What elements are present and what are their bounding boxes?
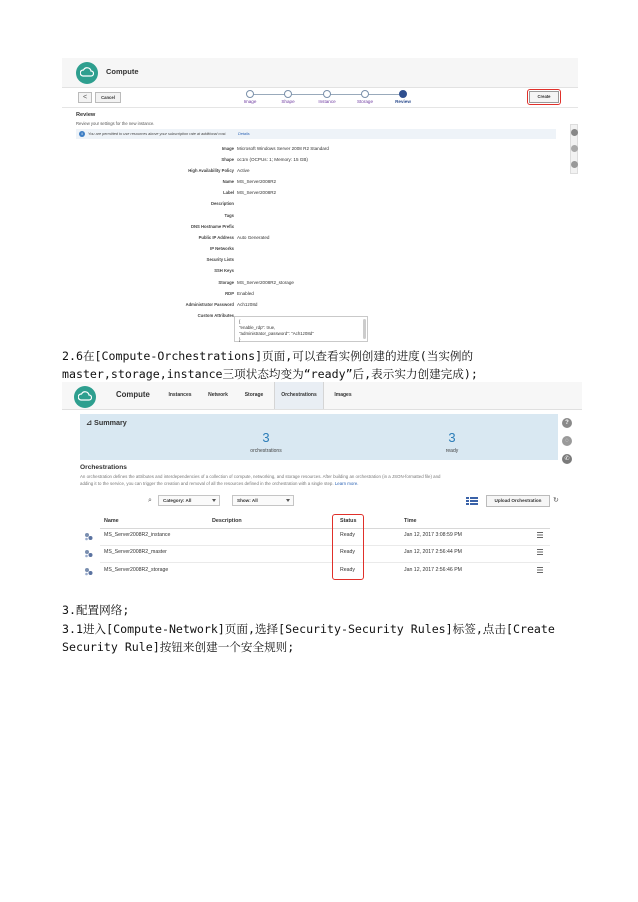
- caption-step-3: 3.配置网络;: [62, 603, 130, 617]
- review-field-label: Storage: [218, 280, 234, 285]
- caption-step-3-1-line2: Security Rule]按钮来创建一个安全规则;: [62, 640, 295, 654]
- review-field-label: Name: [222, 179, 234, 184]
- train-step-storage[interactable]: [361, 90, 369, 98]
- highlight-box: [332, 514, 364, 580]
- review-field-label: Description: [210, 201, 234, 206]
- summary-title: ⊿ Summary: [86, 418, 127, 427]
- review-field-label: Security Lists: [206, 257, 234, 262]
- review-field-label: Image: [221, 146, 234, 151]
- row-divider: [100, 562, 550, 563]
- column-header-name[interactable]: Name: [104, 518, 119, 524]
- review-field-label: High Availability Policy: [188, 168, 234, 173]
- review-field-label: IP Networks: [210, 246, 234, 251]
- caption-step-2-6-line2: master,storage,instance三项状态均变为“ready”后,表示实力创建完成);: [62, 367, 478, 381]
- review-field-value: Microsoft Windows Server 2008 R2 Standard: [237, 145, 329, 151]
- train-label: Instance: [318, 99, 336, 104]
- chevron-down-icon: [212, 499, 216, 502]
- info-banner: [76, 129, 556, 139]
- phone-icon[interactable]: ✆: [562, 454, 572, 464]
- review-field-value: MS_Server2008R2: [237, 189, 277, 195]
- chevron-down-icon: [286, 499, 290, 502]
- show-dropdown[interactable]: [232, 495, 294, 506]
- tab-images[interactable]: Images: [334, 392, 352, 398]
- review-subtitle: Review your settings for the new instance.: [76, 121, 155, 126]
- cloud-logo-icon: [74, 386, 96, 408]
- category-dropdown[interactable]: [158, 495, 220, 506]
- review-field-label: RDP: [225, 291, 234, 296]
- column-header-time[interactable]: Time: [404, 518, 417, 524]
- grid-view-icon[interactable]: [466, 497, 478, 505]
- review-field-label: Administrator Password: [185, 302, 234, 307]
- app-header: [62, 382, 582, 410]
- train-step-instance[interactable]: [323, 90, 331, 98]
- review-field-label: Custom Attributes: [197, 313, 234, 318]
- row-time: Jan 12, 2017 3:08:59 PM: [404, 532, 462, 538]
- highlight-box: [527, 89, 561, 105]
- header-divider: [100, 528, 550, 529]
- column-header-description[interactable]: Description: [212, 518, 242, 524]
- upload-orchestration-button[interactable]: Upload Orchestration: [486, 495, 550, 507]
- row-time: Jan 12, 2017 2:56:46 PM: [404, 567, 462, 573]
- row-menu-icon[interactable]: [537, 532, 543, 538]
- custom-attributes-textarea[interactable]: [234, 316, 368, 342]
- train-step-image[interactable]: [246, 90, 254, 98]
- train-label: Shape: [281, 99, 295, 104]
- row-status: Ready: [340, 549, 355, 555]
- review-field-value: Active: [237, 167, 250, 173]
- review-field-value: oc1m (OCPUs: 1; Memory: 15 GB): [237, 156, 308, 162]
- details-link[interactable]: Details: [238, 131, 250, 136]
- ready-count: 3: [448, 430, 456, 445]
- app-title: Compute: [116, 390, 150, 399]
- wizard-train: [243, 90, 411, 108]
- review-field-label: SSH Keys: [214, 268, 234, 273]
- attr-line: "administrator_password": "Ach1z08d": [239, 331, 314, 336]
- tab-instances[interactable]: Instances: [168, 392, 192, 398]
- create-button[interactable]: Create: [529, 91, 559, 103]
- attr-line: "enable_rdp": true,: [239, 325, 276, 330]
- review-field-label: Tags: [224, 213, 234, 218]
- help-icon[interactable]: [571, 129, 578, 136]
- ready-caption: ready: [445, 448, 459, 454]
- row-time: Jan 12, 2017 2:56:44 PM: [404, 549, 462, 555]
- orchestrations-heading: Orchestrations: [80, 464, 127, 471]
- search-icon[interactable]: ⌕: [148, 497, 152, 504]
- caption-step-2-6-line1: 2.6在[Compute-Orchestrations]页面,可以查看实例创建的进度(当实例的: [62, 349, 474, 363]
- attr-line: {: [239, 319, 241, 324]
- review-field-label: DNS Hostname Prefix: [190, 224, 234, 229]
- orchestration-icon: [84, 549, 93, 558]
- refresh-icon[interactable]: ↻: [553, 497, 559, 504]
- summary-title-text: Summary: [94, 418, 127, 427]
- orchestrations-description-2: [80, 481, 359, 486]
- column-header-status[interactable]: Status: [340, 518, 357, 524]
- learn-more-link[interactable]: Learn more.: [334, 481, 359, 486]
- row-divider: [100, 545, 550, 546]
- cloud-logo-icon: [76, 62, 98, 84]
- help-icon[interactable]: ?: [562, 418, 572, 428]
- attr-line: }: [239, 337, 241, 342]
- info-text: You are permitted to use resources above your subscription rate at additional cost.: [88, 131, 227, 136]
- review-field-value: Enabled: [237, 290, 254, 296]
- tab-storage[interactable]: Storage: [244, 392, 264, 398]
- orchestrations-screenshot: [62, 382, 582, 582]
- train-step-review[interactable]: [399, 90, 407, 98]
- back-button[interactable]: <: [78, 92, 92, 103]
- right-rail: [570, 124, 578, 174]
- train-step-shape[interactable]: [284, 90, 292, 98]
- create-instance-screenshot: [62, 58, 578, 342]
- info-icon: i: [79, 131, 85, 137]
- orchestrations-description: An orchestration defines the attributes and interdependencies of a collection of compute, networking, and storage resources. After building an orchestration (in a JSON-formatted file) and: [80, 474, 441, 479]
- tab-network[interactable]: Network: [208, 392, 228, 398]
- orchestration-icon: [84, 567, 93, 576]
- train-label: Storage: [356, 99, 374, 104]
- row-name[interactable]: MS_Server2008R2_instance: [104, 532, 171, 538]
- show-label: Show: All: [237, 498, 258, 503]
- row-menu-icon[interactable]: [537, 567, 543, 573]
- review-field-value: Ach1z08d: [237, 301, 258, 307]
- wizard-toolbar: [62, 88, 578, 108]
- scrollbar[interactable]: [363, 319, 366, 339]
- orchestrations-caption: orchestrations: [250, 448, 282, 454]
- review-field-label: Shape: [221, 157, 234, 162]
- tab-orchestrations[interactable]: Orchestrations: [274, 382, 324, 409]
- review-field-value: Auto Generated: [237, 234, 270, 240]
- review-field-value: MS_Server2008R2_storage: [237, 279, 294, 285]
- row-name[interactable]: MS_Server2008R2_storage: [104, 567, 169, 573]
- review-field-value: MS_Server2008R2: [237, 178, 277, 184]
- caption-step-3-1-line1: 3.1进入[Compute-Network]页面,选择[Security-Security Rules]标签,点击[Create: [62, 622, 555, 636]
- summary-panel: [80, 414, 558, 460]
- train-label: Review: [395, 99, 411, 104]
- orchestrations-count: 3: [262, 430, 270, 445]
- app-title: Compute: [106, 67, 139, 76]
- chat-icon[interactable]: ◌: [562, 436, 572, 446]
- phone-icon[interactable]: [571, 161, 578, 168]
- review-field-label: Public IP Address: [198, 235, 234, 240]
- description-text: adding it to the service, you can trigger the creation and removal of all the resources defined in the orchestration with a single step.: [80, 481, 334, 486]
- row-name[interactable]: MS_Server2008R2_master: [104, 549, 167, 555]
- train-label: Image: [243, 99, 257, 104]
- review-heading: Review: [76, 112, 96, 118]
- chat-icon[interactable]: [571, 145, 578, 152]
- row-menu-icon[interactable]: [537, 549, 543, 555]
- review-field-label: Label: [223, 190, 234, 195]
- cancel-button[interactable]: Cancel: [95, 92, 121, 103]
- row-status: Ready: [340, 567, 355, 573]
- orchestration-icon: [84, 532, 93, 541]
- category-label: Category: All: [163, 498, 192, 503]
- app-header: [62, 58, 578, 88]
- row-status: Ready: [340, 532, 355, 538]
